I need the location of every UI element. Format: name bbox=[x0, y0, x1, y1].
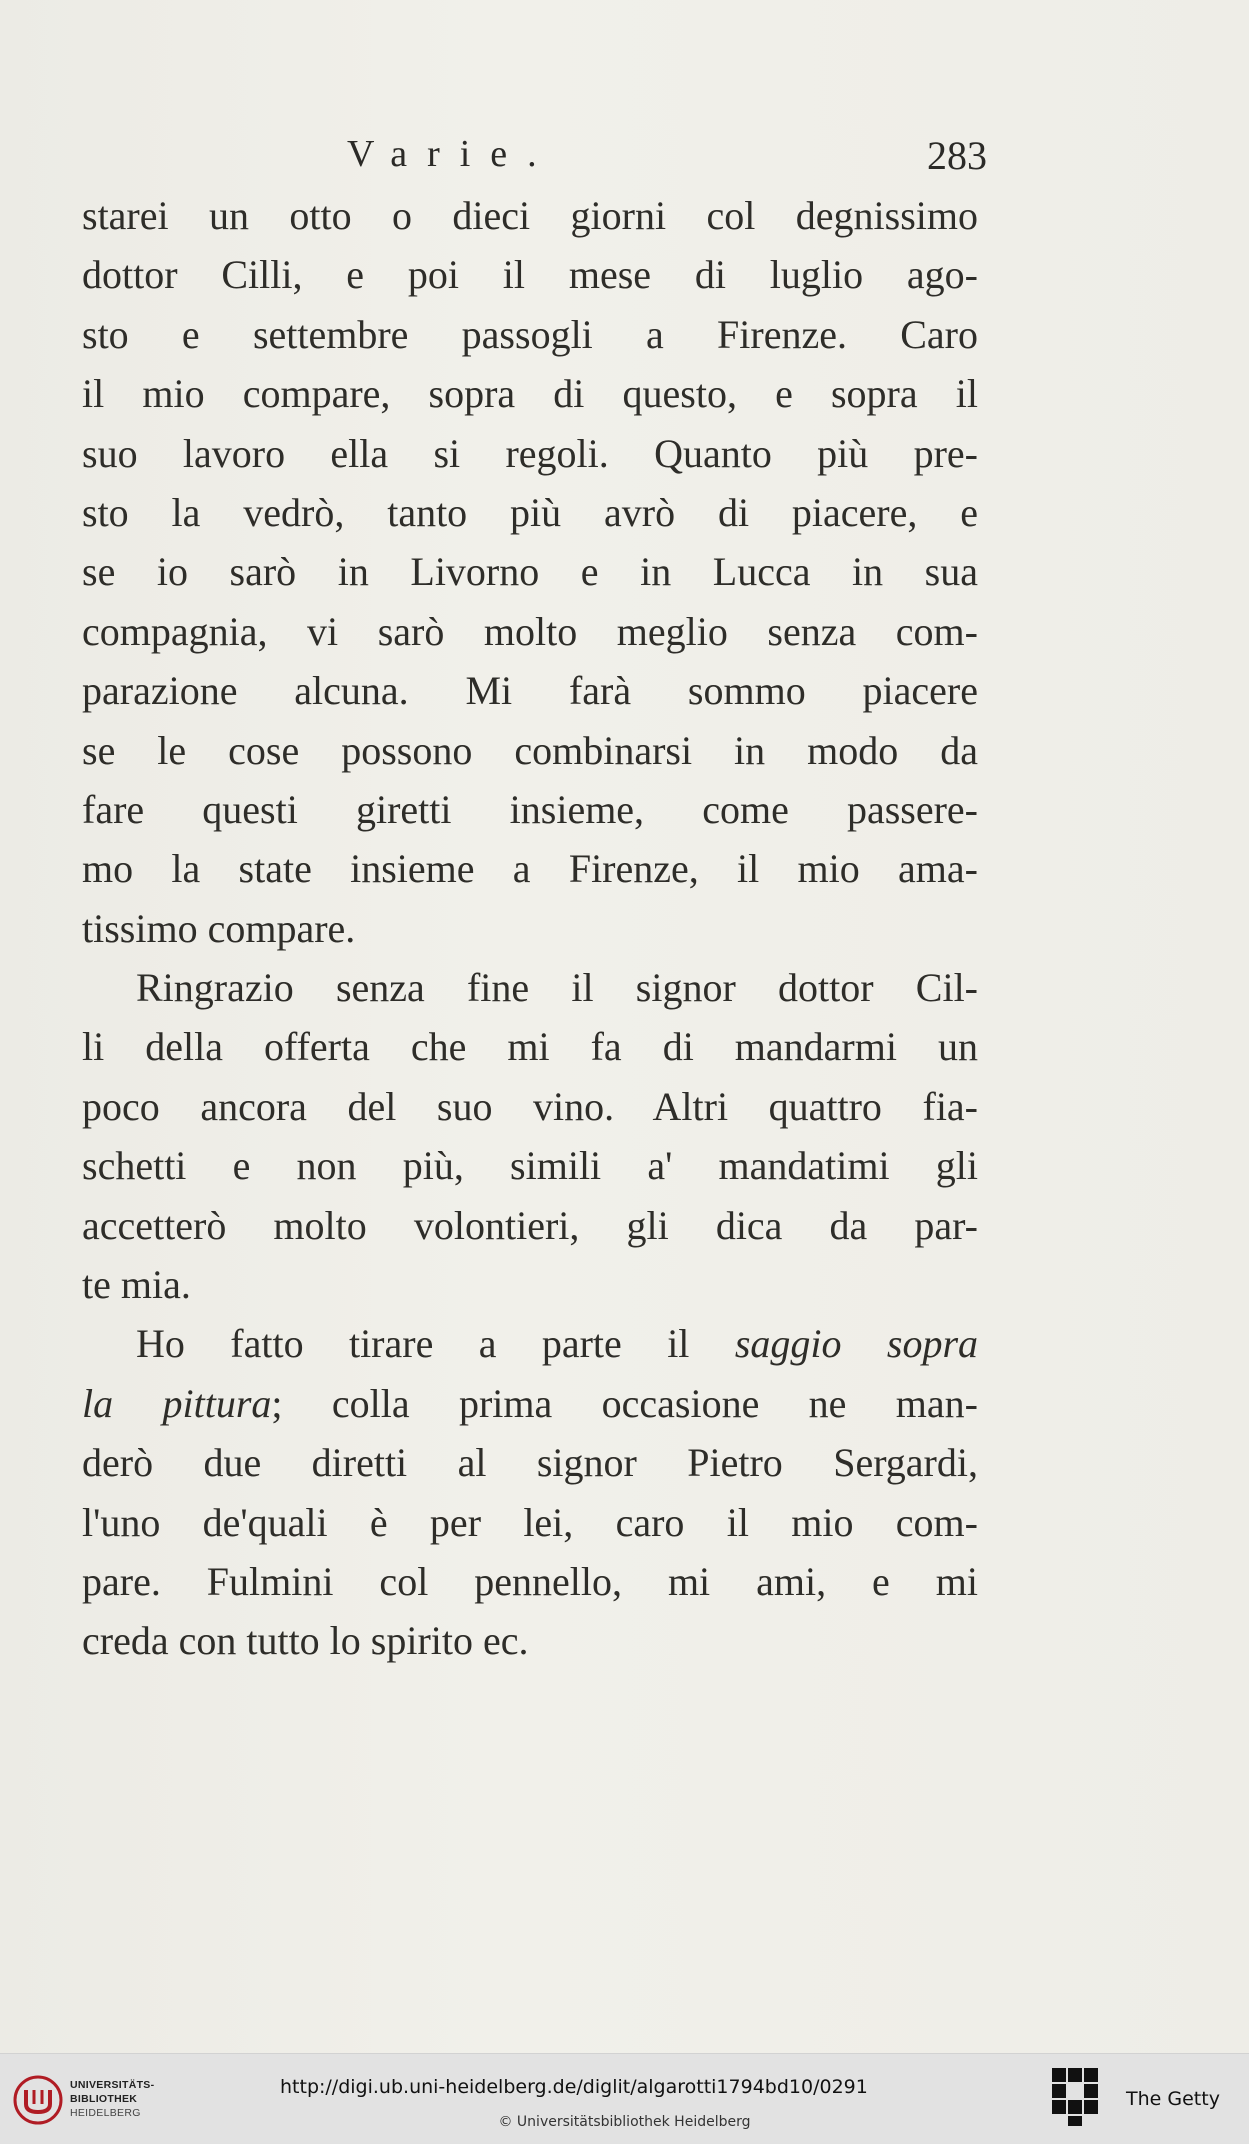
text-fragment: Ho fatto tirare a parte il bbox=[136, 1321, 690, 1367]
viewer-footer bbox=[0, 2053, 1249, 2144]
text-line: mo la state insieme a Firenze, il mio ama- bbox=[82, 846, 978, 892]
text-line: starei un otto o dieci giorni col degnissimo bbox=[82, 193, 978, 238]
running-head bbox=[82, 132, 987, 182]
text-line: parazione alcuna. Mi farà sommo piacere bbox=[82, 668, 978, 714]
text-line: poco ancora del suo vino. Altri quattro fia- bbox=[82, 1083, 978, 1129]
text-line: sto e settembre passogli a Firenze. Caro bbox=[82, 311, 978, 357]
getty-logo[interactable] bbox=[1050, 2066, 1240, 2132]
running-head-title: Varie. bbox=[347, 133, 557, 175]
text-line bbox=[82, 1314, 978, 1373]
library-name-line: HEIDELBERG bbox=[70, 2107, 141, 2119]
library-name-line: UNIVERSITÄTS- bbox=[70, 2079, 155, 2091]
text-line: fare questi giretti insieme, come passere- bbox=[82, 786, 978, 832]
text-line bbox=[82, 1374, 978, 1433]
text-line: li della offerta che mi fa di mandarmi un bbox=[82, 1024, 978, 1070]
page-number: 283 bbox=[927, 133, 987, 178]
text-line: te mia. bbox=[82, 1262, 191, 1308]
body-text bbox=[82, 186, 978, 1671]
text-line: il mio compare, sopra di questo, e sopra il bbox=[82, 371, 978, 417]
italic-title-fragment: la pittura bbox=[82, 1380, 272, 1426]
text-line: se io sarò in Livorno e in Lucca in sua bbox=[82, 549, 978, 595]
library-name-line: BIBLIOTHEK bbox=[70, 2093, 138, 2105]
text-line: tissimo compare. bbox=[82, 905, 356, 951]
text-line: creda con tutto lo spirito ec. bbox=[82, 1618, 529, 1664]
text-line: Ringrazio senza fine il signor dottor Cil- bbox=[136, 965, 978, 1011]
text-line: l'uno de'quali è per lei, caro il mio com- bbox=[82, 1499, 978, 1545]
text-line: compagnia, vi sarò molto meglio senza com- bbox=[82, 608, 978, 654]
text-line: schetti e non più, simili a' mandatimi gli bbox=[82, 1143, 978, 1189]
text-fragment: ; colla prima occasione ne man- bbox=[271, 1380, 978, 1426]
text-line: sto la vedrò, tanto più avrò di piacere, e bbox=[82, 489, 978, 535]
getty-mark-icon bbox=[1050, 2066, 1110, 2128]
text-line: suo lavoro ella si regoli. Quanto più pre- bbox=[82, 430, 978, 476]
getty-name: The Getty bbox=[1126, 2088, 1220, 2110]
text-line: derò due diretti al signor Pietro Sergardi, bbox=[82, 1440, 978, 1486]
text-line: accetterò molto volontieri, gli dica da par- bbox=[82, 1202, 978, 1248]
italic-title-fragment: saggio sopra bbox=[734, 1321, 978, 1367]
text-line: dottor Cilli, e poi il mese di luglio ago- bbox=[82, 252, 978, 298]
permalink-url[interactable]: http://digi.ub.uni-heidelberg.de/diglit/algarotti1794bd10/0291 bbox=[280, 2076, 868, 2098]
text-line: se le cose possono combinarsi in modo da bbox=[82, 727, 978, 773]
text-line: pare. Fulmini col pennello, mi ami, e mi bbox=[82, 1558, 978, 1604]
copyright-notice: © Universitätsbibliothek Heidelberg bbox=[498, 2114, 751, 2130]
